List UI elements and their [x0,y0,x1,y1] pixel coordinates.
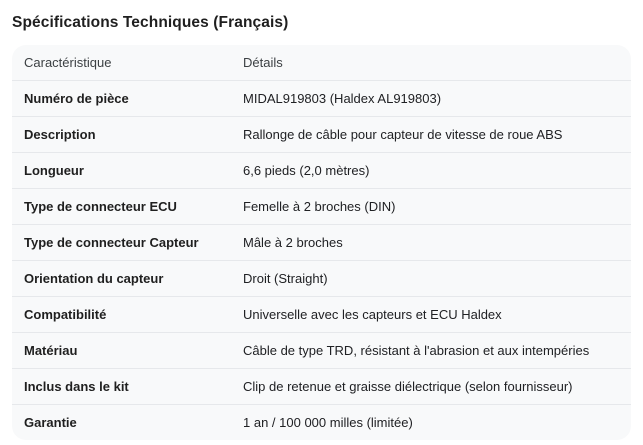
section-title: Spécifications Techniques (Français) [12,14,289,31]
column-header-details: Détails [243,55,283,70]
row-label: Description [24,127,96,142]
spec-table [12,45,631,440]
row-value: Clip de retenue et graisse diélectrique (selon fournisseur) [243,379,573,394]
row-label: Compatibilité [24,307,107,322]
column-header-characteristic: Caractéristique [24,55,112,70]
table-row [12,225,631,261]
row-value: Droit (Straight) [243,271,328,286]
table-row [12,369,631,405]
row-label: Matériau [24,343,78,358]
row-label: Orientation du capteur [24,271,164,286]
row-label: Longueur [24,163,84,178]
row-label: Numéro de pièce [24,91,129,106]
table-row [12,333,631,369]
table-row [12,405,631,440]
row-value: 1 an / 100 000 milles (limitée) [243,415,413,430]
row-value: Rallonge de câble pour capteur de vitesse de roue ABS [243,127,563,142]
row-label: Type de connecteur ECU [24,199,177,214]
row-value: Mâle à 2 broches [243,235,343,250]
table-row [12,81,631,117]
row-value: MIDAL919803 (Haldex AL919803) [243,91,442,106]
table-row [12,189,631,225]
table-row [12,297,631,333]
row-value: 6,6 pieds (2,0 mètres) [243,163,370,178]
table-row [12,261,631,297]
table-row [12,117,631,153]
row-value: Câble de type TRD, résistant à l'abrasion et aux intempéries [243,343,590,358]
row-label: Type de connecteur Capteur [24,235,199,250]
row-value: Femelle à 2 broches (DIN) [243,199,396,214]
row-label: Garantie [24,415,77,430]
row-value: Universelle avec les capteurs et ECU Haldex [243,307,502,322]
table-header-row [12,45,631,81]
row-label: Inclus dans le kit [24,379,129,394]
table-row [12,153,631,189]
